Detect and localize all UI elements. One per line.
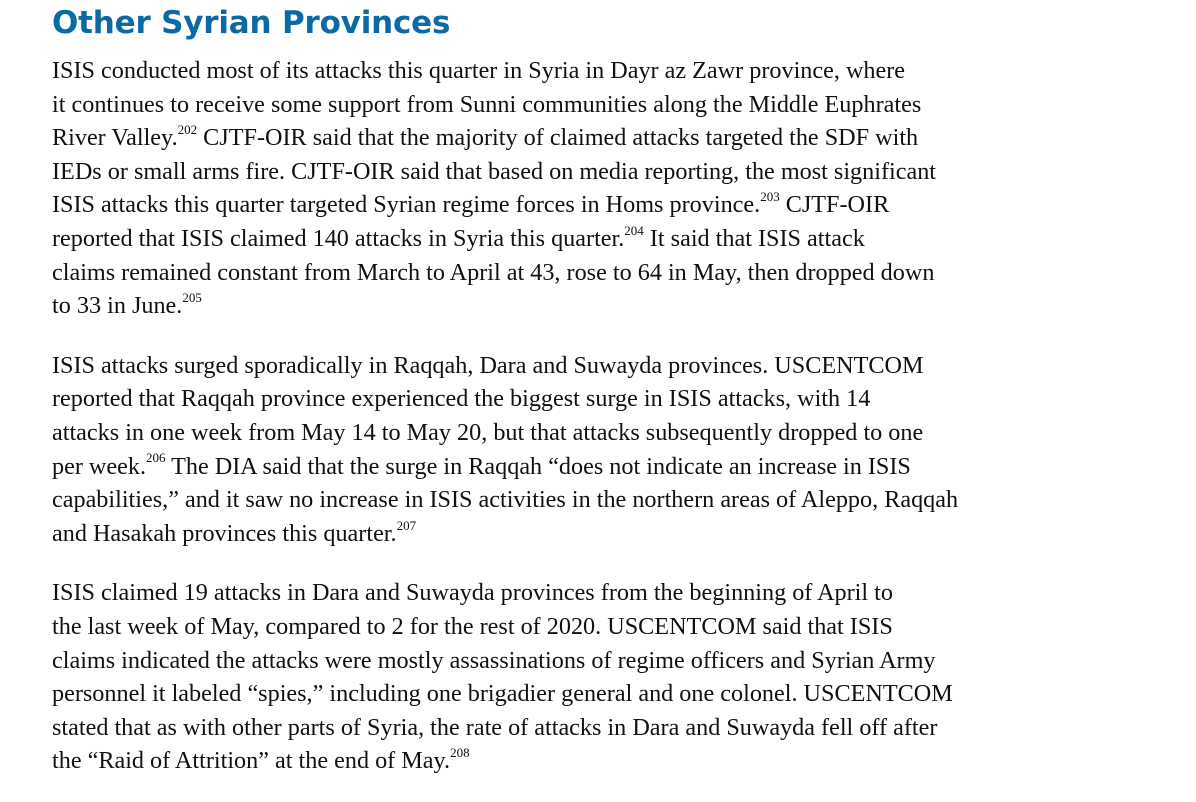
text-line: to 33 in June.$^{205}$ <box>52 290 202 320</box>
paragraph <box>52 54 1172 323</box>
document-page <box>52 0 1172 778</box>
text-line: the last week of May, compared to 2 for the rest of 2020. USCENTCOM said that ISIS <box>52 612 893 640</box>
text-line: reported that Raqqah province experienced the biggest surge in ISIS attacks, with 14 <box>52 385 871 413</box>
footnote-ref: 208 <box>450 745 470 761</box>
paragraph <box>52 576 1172 778</box>
text-line: ISIS attacks surged sporadically in Raqqah, Dara and Suwayda provinces. USCENTCOM <box>52 351 924 379</box>
footnote-ref: 207 <box>396 517 417 533</box>
text-line: IEDs or small arms fire. CJTF-OIR said that based on media reporting, the most significant <box>52 157 937 185</box>
text-line: claims indicated the attacks were mostly assassinations of regime officers and Syrian Army <box>52 646 936 674</box>
body-text <box>52 54 1172 778</box>
footnote-ref: 205 <box>182 290 202 306</box>
section-heading: Other Syrian Provinces <box>52 5 451 41</box>
paragraph <box>52 349 1172 551</box>
text-line: the “Raid of Attrition” at the end of May.$^{208}$ <box>52 745 470 775</box>
footnote-ref: 203 <box>760 189 780 205</box>
text-line: ISIS conducted most of its attacks this quarter in Syria in Dayr az Zawr province, where <box>52 57 906 84</box>
text-line: River Valley.$^{202}$ CJTF-OIR said that the majority of claimed attacks targeted the SDF with <box>52 122 919 152</box>
text-line: claims remained constant from March to April at 43, rose to 64 in May, then dropped down <box>52 258 935 286</box>
text-line: capabilities,” and it saw no increase in ISIS activities in the northern areas of Aleppo, Raqqah <box>52 486 959 514</box>
text-line: reported that ISIS claimed 140 attacks in Syria this quarter.$^{204}$ It said that ISIS attack <box>52 222 865 252</box>
text-line: personnel it labeled “spies,” including one brigadier general and one colonel. USCENTCOM <box>52 680 953 708</box>
footnote-ref: 206 <box>146 450 166 466</box>
footnote-ref: 202 <box>177 122 198 138</box>
footnote-ref: 204 <box>624 222 644 238</box>
text-line: it continues to receive some support from Sunni communities along the Middle Euphrates <box>52 90 922 118</box>
text-line: per week.$^{206}$ The DIA said that the surge in Raqqah “does not indicate an increase in ISIS <box>52 450 911 480</box>
text-line: stated that as with other parts of Syria, the rate of attacks in Dara and Suwayda fell off after <box>52 713 938 741</box>
text-line: attacks in one week from May 14 to May 20, but that attacks subsequently dropped to one <box>52 418 924 446</box>
text-line: ISIS claimed 19 attacks in Dara and Suwayda provinces from the beginning of April to <box>52 579 893 607</box>
text-line: and Hasakah provinces this quarter.$^{207}$ <box>52 517 417 547</box>
text-line: ISIS attacks this quarter targeted Syrian regime forces in Homs province.$^{203}$ CJTF-OIR <box>52 189 890 219</box>
